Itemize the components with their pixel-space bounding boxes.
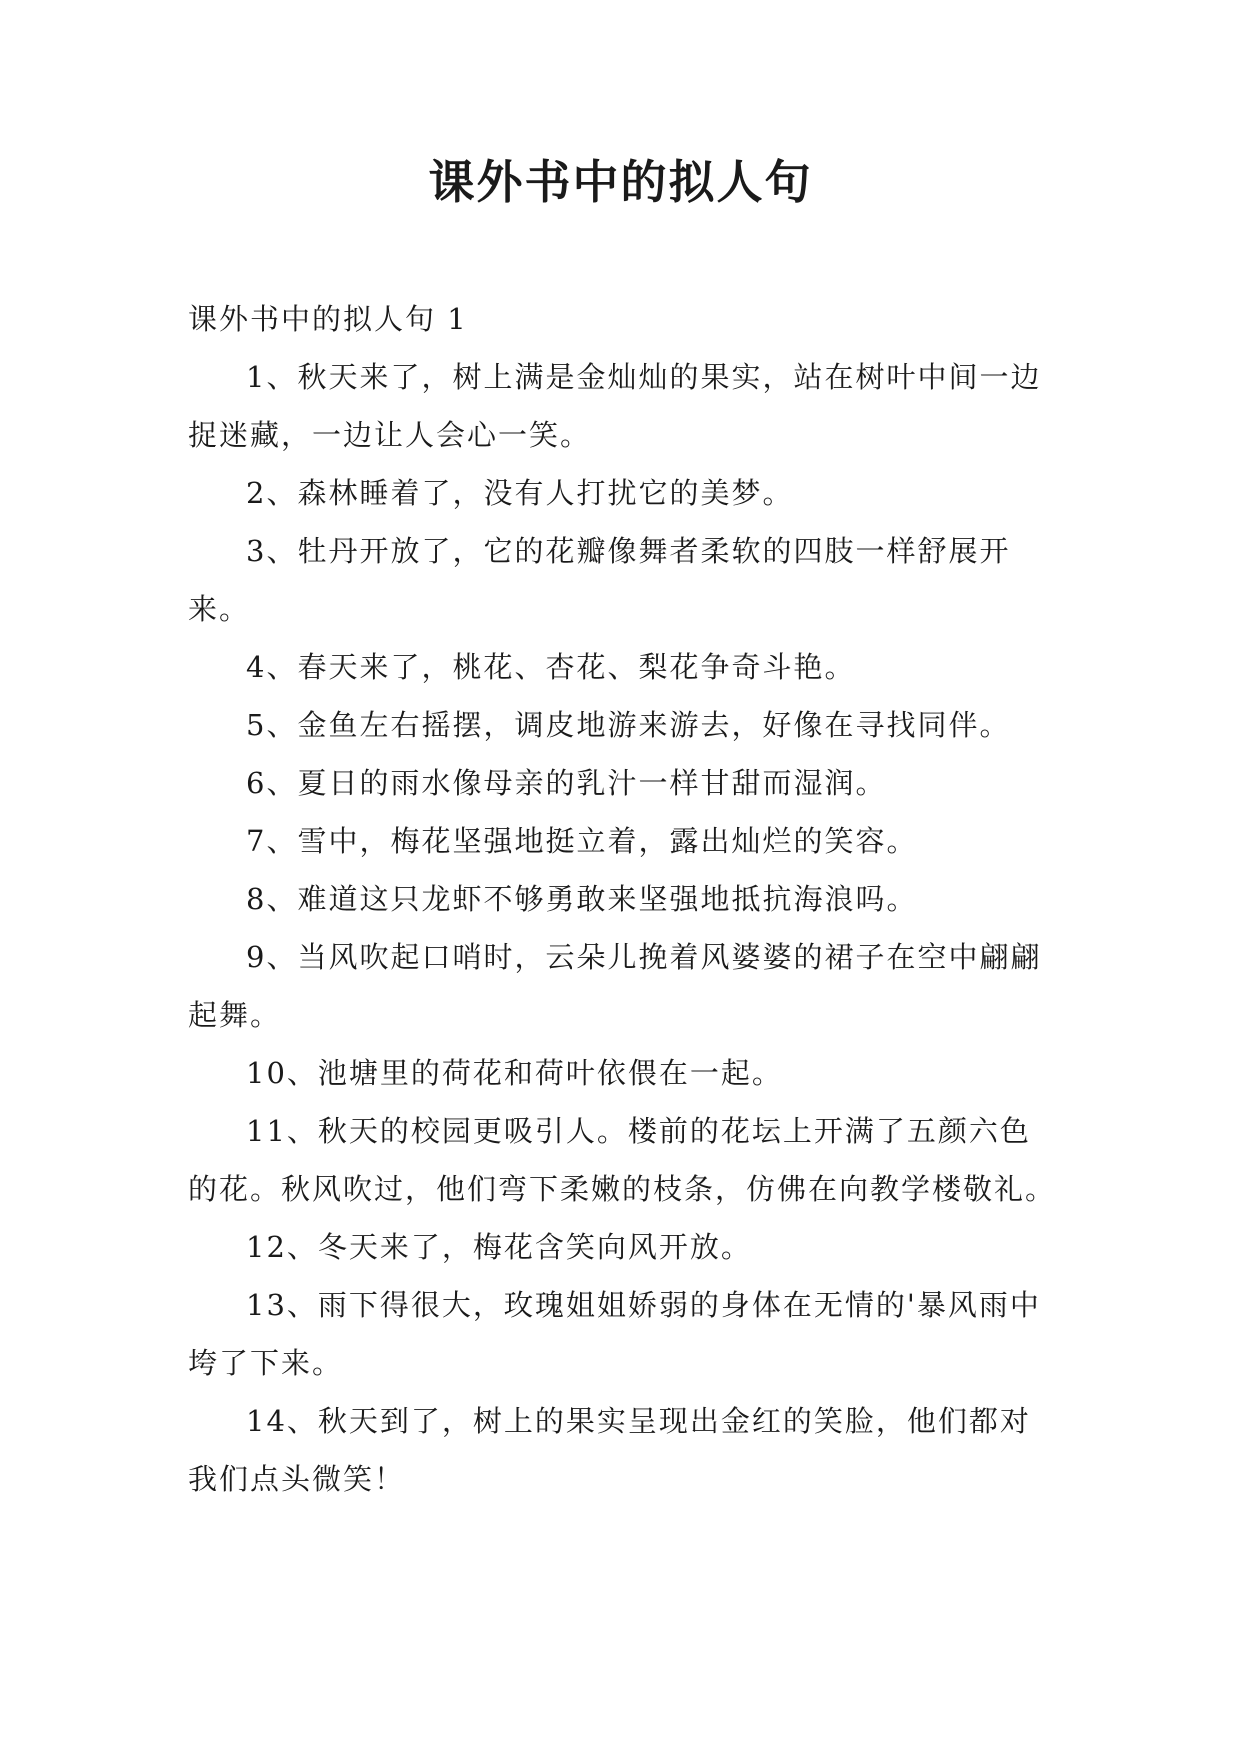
sentence-11: 11、秋天的校园更吸引人。楼前的花坛上开满了五颜六色的花。秋风吹过，他们弯下柔嫩的枝条，仿佛在向教学楼敬礼。 [188,1114,1057,1206]
sentence-14: 14、秋天到了，树上的果实呈现出金红的笑脸，他们都对我们点头微笑！ [188,1404,1031,1496]
sentence-7: 7、雪中，梅花坚强地挺立着，露出灿烂的笑容。 [246,824,918,858]
sentence-list [188,348,1058,1508]
sentence-5: 5、金鱼左右摇摆，调皮地游来游去，好像在寻找同伴。 [246,708,1011,742]
sentence-1: 1、秋天来了，树上满是金灿灿的果实，站在树叶中间一边捉迷藏，一边让人会心一笑。 [188,360,1042,452]
sentence-3: 3、牡丹开放了，它的花瓣像舞者柔软的四肢一样舒展开来。 [188,534,1011,626]
sentence-6: 6、夏日的雨水像母亲的乳汁一样甘甜而湿润。 [246,766,887,800]
sentence-8: 8、难道这只龙虾不够勇敢来坚强地抵抗海浪吗。 [246,882,918,916]
sentence-2: 2、森林睡着了，没有人打扰它的美梦。 [246,476,794,510]
sentence-10: 10、池塘里的荷花和荷叶依偎在一起。 [246,1056,783,1090]
sentence-12: 12、冬天来了，梅花含笑向风开放。 [246,1230,752,1264]
sentence-9: 9、当风吹起口哨时，云朵儿挽着风婆婆的裙子在空中翩翩起舞。 [188,940,1042,1032]
section-heading: 课外书中的拟人句 1 [188,302,468,336]
document-body [188,290,1058,1508]
sentence-13: 13、雨下得很大，玫瑰姐姐娇弱的身体在无情的'暴风雨中垮了下来。 [188,1288,1041,1380]
sentence-4: 4、春天来了，桃花、杏花、梨花争奇斗艳。 [246,650,856,684]
document-title: 课外书中的拟人句 [428,155,813,209]
